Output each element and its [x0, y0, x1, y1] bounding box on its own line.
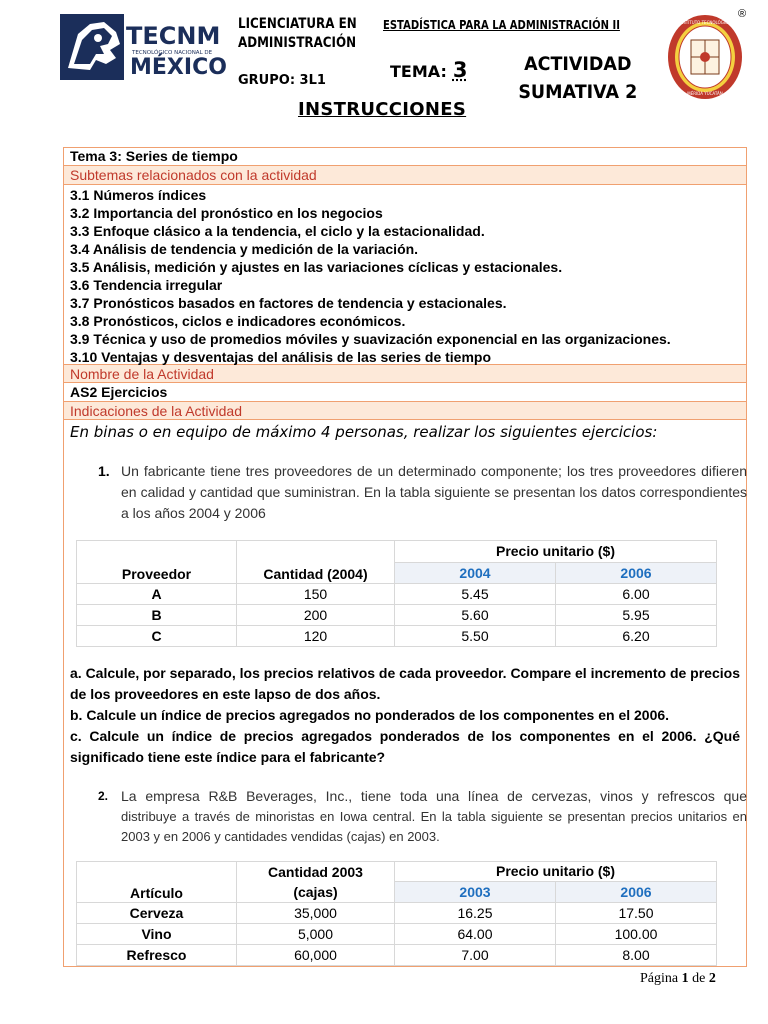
- page-number: [640, 971, 716, 987]
- supplier-quantity: 200: [237, 605, 395, 626]
- tecnm-logo-tagline: TECNOLÓGICO NACIONAL DE: [132, 50, 213, 56]
- table-row: [77, 584, 717, 605]
- price-2003: 64.00: [395, 924, 556, 945]
- subtopics-label: Subtemas relacionados con la actividad: [70, 167, 317, 183]
- svg-text:INSTITUTO TECNOLÓGICO: INSTITUTO TECNOLÓGICO: [679, 20, 731, 25]
- subtopic-item: 3.1 Números índices: [70, 187, 207, 203]
- price-2003: 16.25: [395, 903, 556, 924]
- activity-name-label: Nombre de la Actividad: [70, 366, 214, 382]
- col-supplier: Proveedor: [77, 541, 237, 584]
- table-row: [77, 924, 717, 945]
- indications-body: [64, 424, 746, 966]
- subtopic-item: 3.2 Importancia del pronóstico en los negocios: [70, 205, 383, 221]
- subtopic-item: 3.10 Ventajas y desventajas del análisis de las series de tiempo: [70, 349, 492, 365]
- item-name: Vino: [77, 924, 237, 945]
- supplier-quantity: 120: [237, 626, 395, 647]
- price-2006: 6.00: [556, 584, 717, 605]
- main-instruction: En binas o en equipo de máximo 4 personas, realizar los siguientes ejercicios:: [70, 423, 658, 441]
- instructions-title: INSTRUCCIONES: [298, 99, 467, 120]
- item-quantity: 60,000: [237, 945, 395, 966]
- year-2003: 2003: [395, 882, 556, 903]
- exercise-2-number: 2.: [98, 789, 109, 803]
- subtopic-item: 3.3 Enfoque clásico a la tendencia, el ciclo y la estacionalidad.: [70, 223, 485, 239]
- exercise-1-number: 1.: [98, 463, 110, 479]
- price-2004: 5.60: [395, 605, 556, 626]
- price-2006: 100.00: [556, 924, 717, 945]
- col-unit-price: Precio unitario ($): [395, 862, 717, 882]
- exercise-2: [98, 786, 746, 847]
- activity-title-line2: SUMATIVA 2: [518, 81, 638, 103]
- activity-name-row: AS2 Ejercicios: [64, 383, 746, 402]
- tecnm-logo-subtext: MÉXICO: [130, 55, 227, 80]
- topic-number: 3: [452, 58, 468, 82]
- exercise-1-table: [76, 540, 717, 647]
- price-2004: 5.50: [395, 626, 556, 647]
- col-item: Artículo: [77, 862, 237, 903]
- exercise-2-table: [76, 861, 717, 966]
- price-2004: 5.45: [395, 584, 556, 605]
- year-2006: 2006: [556, 882, 717, 903]
- col-quantity-2003-line2: (cajas): [293, 884, 338, 900]
- col-quantity-2003-line1: Cantidad 2003: [268, 864, 363, 880]
- item-name: Cerveza: [77, 903, 237, 924]
- col-quantity: Cantidad (2004): [237, 541, 395, 584]
- registered-mark: ®: [738, 8, 747, 20]
- subtopic-item: 3.5 Análisis, medición y ajustes en las variaciones cíclicas y estacionales.: [70, 259, 563, 275]
- topic-label-text: TEMA:: [390, 62, 447, 81]
- price-2006: 8.00: [556, 945, 717, 966]
- subtopic-item: 3.8 Pronósticos, ciclos e indicadores económicos.: [70, 313, 406, 329]
- page-current: 1: [681, 971, 689, 986]
- exercise-2-text-line1: La empresa R&B Beverages, Inc., tiene toda una línea de cervezas, vinos y refrescos que: [121, 788, 747, 804]
- subtopic-item: 3.4 Análisis de tendencia y medición de la variación.: [70, 241, 419, 257]
- subtopic-item: 3.7 Pronósticos basados en factores de tendencia y estacionales.: [70, 295, 507, 311]
- supplier-name: B: [77, 605, 237, 626]
- indications-label-row: [64, 402, 746, 420]
- col-unit-price: Precio unitario ($): [395, 541, 717, 563]
- supplier-quantity: 150: [237, 584, 395, 605]
- exercise-1: [98, 461, 746, 524]
- activity-table: [63, 147, 747, 967]
- topic-label: [390, 58, 467, 82]
- group-label: GRUPO: 3L1: [238, 73, 326, 88]
- item-name: Refresco: [77, 945, 237, 966]
- table-row: [77, 945, 717, 966]
- svg-text:MÉRIDA YUCATÁN: MÉRIDA YUCATÁN: [687, 91, 723, 96]
- price-2006: 6.20: [556, 626, 717, 647]
- indications-label: Indicaciones de la Actividad: [70, 403, 242, 419]
- col-quantity-2003: [237, 862, 395, 903]
- table-row: [77, 626, 717, 647]
- topic-row: Tema 3: Series de tiempo: [64, 148, 746, 166]
- price-2003: 7.00: [395, 945, 556, 966]
- itm-seal-logo: [667, 14, 743, 100]
- page-label: Página: [640, 971, 679, 986]
- supplier-name: A: [77, 584, 237, 605]
- subject-name: ESTADÍSTICA PARA LA ADMINISTRACIÓN II: [383, 17, 620, 32]
- page-total: 2: [708, 971, 716, 986]
- supplier-name: C: [77, 626, 237, 647]
- program-name: LICENCIATURA EN ADMINISTRACIÓN: [238, 16, 357, 51]
- subtopics-label-row: [64, 166, 746, 185]
- subtopic-item: 3.6 Tendencia irregular: [70, 277, 223, 293]
- exercise-1-text: Un fabricante tiene tres proveedores de un determinado componente; los tres proveedores difieren en calidad y cantidad que suministran. En la tabla siguiente se presentan los datos correspondientes a los años 2004 y 2006: [121, 463, 747, 521]
- exercise-1-questions: [70, 663, 740, 768]
- price-2006: 17.50: [556, 903, 717, 924]
- item-quantity: 35,000: [237, 903, 395, 924]
- year-2006: 2006: [556, 563, 717, 584]
- activity-title-line1: ACTIVIDAD: [524, 53, 632, 75]
- question-b: b. Calcule un índice de precios agregados no ponderados de los componentes en el 2006.: [70, 707, 670, 723]
- subtopic-item: 3.9 Técnica y uso de promedios móviles y suavización exponencial en las organizaciones.: [70, 331, 671, 347]
- exercise-2-text-rest: distribuye a través de minoristas en Iowa central. En la tabla siguiente se presentan precios unitarios en 2003 y en 2006 y cantidades vendidas (cajas) en 2003.: [121, 809, 747, 844]
- page-of: de: [692, 971, 706, 986]
- price-2006: 5.95: [556, 605, 717, 626]
- tecnm-logo: [60, 14, 228, 80]
- subtopics-list: [64, 185, 746, 365]
- year-2004: 2004: [395, 563, 556, 584]
- question-a: a. Calcule, por separado, los precios relativos de cada proveedor. Compare el incremento de precios de los proveedores en este lapso de dos años.: [70, 665, 740, 702]
- activity-name-label-row: [64, 365, 746, 383]
- table-row: [77, 903, 717, 924]
- table-row: [77, 605, 717, 626]
- question-c: c. Calcule un índice de precios agregados ponderados de los componentes en el 2006. ¿Qué significado tiene este índice para el fabricante?: [70, 728, 740, 765]
- item-quantity: 5,000: [237, 924, 395, 945]
- tecnm-logo-text: TECNM: [126, 22, 221, 50]
- activity-title: [518, 50, 638, 106]
